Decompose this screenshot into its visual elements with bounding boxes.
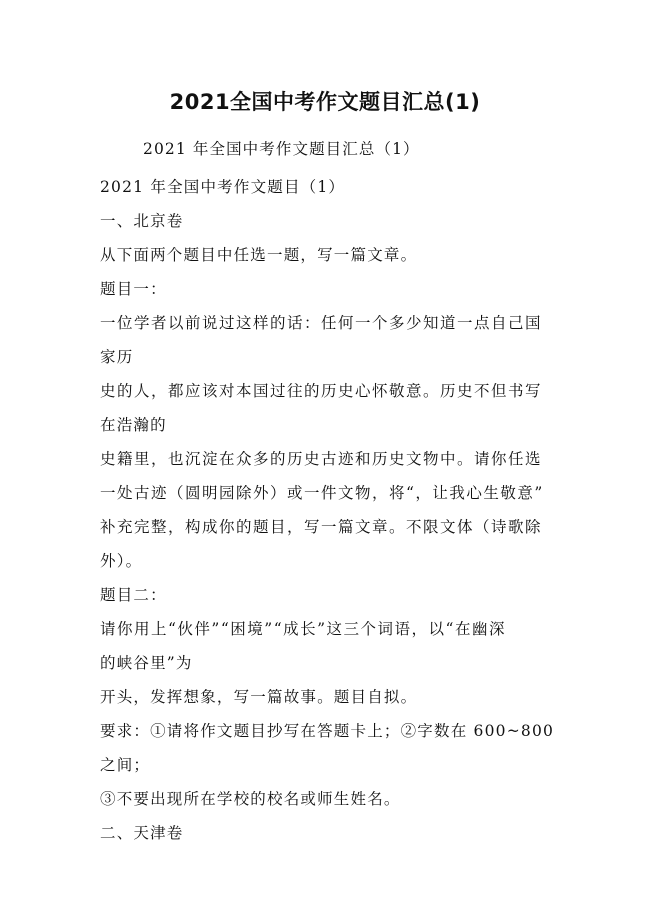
- document-subtitle: 2021 年全国中考作文题目汇总（1）: [143, 140, 420, 158]
- text-line: 一处古迹（圆明园除外）或一件文物，将“，让我心生敬意”: [100, 484, 544, 502]
- text-line: 从下面两个题目中任选一题，写一篇文章。: [100, 246, 418, 264]
- text-line: 题目一：: [100, 280, 167, 298]
- text-line: 请你用上“伙伴”“困境”“成长”这三个词语，以“在幽深: [100, 620, 506, 638]
- section-heading: 二、天津卷: [100, 824, 184, 842]
- document-body: [100, 170, 562, 850]
- text-line: 2021 年全国中考作文题目（1）: [100, 178, 346, 196]
- text-line: 史的人，都应该对本国过往的历史心怀敬意。历史不但书写: [100, 382, 543, 400]
- text-line: 外）。: [100, 552, 143, 570]
- section-heading: 一、北京卷: [100, 212, 184, 230]
- text-line: 补充完整，构成你的题目，写一篇文章。不限文体（诗歌除: [100, 518, 543, 536]
- text-line: 之间；: [100, 756, 151, 774]
- text-line: 开头，发挥想象，写一篇故事。题目自拟。: [100, 688, 418, 706]
- text-line: 家历: [100, 348, 134, 366]
- text-line: 的峡谷里”为: [100, 654, 193, 672]
- text-line: ③不要出现所在学校的校名或师生姓名。: [100, 790, 401, 808]
- document-title: 2021全国中考作文题目汇总(1): [169, 90, 481, 114]
- text-line: 题目二：: [100, 586, 167, 604]
- text-line: 史籍里，也沉淀在众多的历史古迹和历史文物中。请你任选: [100, 450, 543, 468]
- text-line: 在浩瀚的: [100, 416, 167, 434]
- text-line: 一位学者以前说过这样的话：任何一个多少知道一点自己国: [100, 314, 543, 332]
- text-line: 要求：①请将作文题目抄写在答题卡上；②字数在 600~800: [100, 722, 555, 740]
